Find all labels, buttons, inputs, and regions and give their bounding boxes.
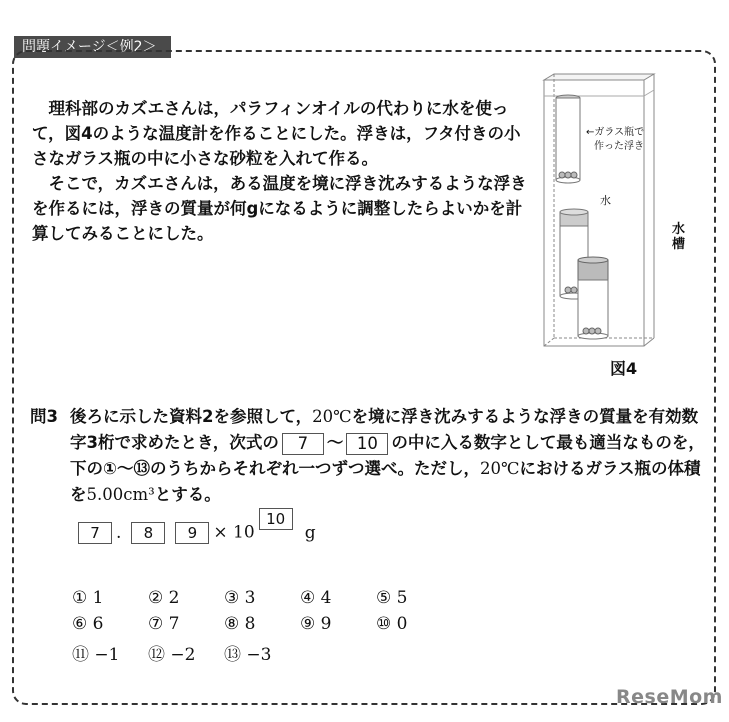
option: ⑤ 5 [376, 588, 408, 608]
options-row-2 [72, 614, 452, 640]
formula-unit: g [304, 522, 316, 543]
intro-paragraph-1: 理科部のカズエさんは，パラフィンオイルの代わりに水を使って，図4のような温度計を作ることにした。浮きは，フタ付きの小さなガラス瓶の中に小さな砂粒を入れて作る。 [32, 99, 521, 168]
formula-box-7: 7 [78, 522, 112, 544]
formula-box-9: 9 [175, 522, 209, 544]
figure-4-tank [540, 72, 670, 352]
option: ⑬ −3 [224, 645, 272, 665]
question-number: 問3 [30, 407, 58, 426]
answer-box-7: 7 [282, 433, 324, 455]
option: ⑩ 0 [376, 614, 408, 634]
formula-times-ten: × 10 [213, 522, 255, 543]
options-row-3 [72, 640, 452, 666]
answer-box-10: 10 [346, 433, 388, 455]
tank-label: 水槽 [672, 222, 686, 252]
formula-dot: . [116, 522, 122, 543]
option: ① 1 [72, 588, 104, 608]
option: ⑧ 8 [224, 614, 256, 634]
option: ⑥ 6 [72, 614, 104, 634]
question-tag: 問題イメージ＜例2＞ [14, 36, 171, 58]
question-body: 後ろに示した資料2を参照して，20℃を境に浮き沈みするような浮きの質量を有効数字3桁で求めたとき，次式の 7 ～ 10 の中に入る数字として最も適当なものを，下の①～⑬のうちからそれぞれ一つずつ選べ。ただし，20℃におけるガラス瓶の体積を5.00cm³とする。 [70, 407, 705, 504]
vial-label: ←ガラス瓶で 作った浮き [586, 127, 645, 152]
option: ③ 3 [224, 588, 256, 608]
resemom-logo: ReseMom [616, 686, 723, 708]
options-row-1 [72, 588, 452, 614]
option: ⑦ 7 [148, 614, 180, 634]
vial-sunk [578, 257, 608, 339]
formula-box-exponent: 10 [259, 508, 293, 530]
question-3 [30, 404, 710, 508]
answer-options [72, 588, 452, 666]
intro-text [32, 96, 532, 246]
option: ② 2 [148, 588, 180, 608]
option: ④ 4 [300, 588, 332, 608]
option: ⑨ 9 [300, 614, 332, 634]
figure-caption: 図4 [610, 359, 638, 378]
option: ⑫ −2 [148, 645, 196, 665]
option: ⑪ −1 [72, 645, 120, 665]
formula-box-8: 8 [131, 522, 165, 544]
vial-floating [556, 95, 580, 183]
water-label: 水 [600, 194, 611, 207]
answer-formula [78, 510, 316, 544]
intro-paragraph-2: そこで，カズエさんは，ある温度を境に浮き沈みするような浮きを作るには，浮きの質量が何gになるように調整したらよいかを計算してみることにした。 [32, 174, 527, 243]
